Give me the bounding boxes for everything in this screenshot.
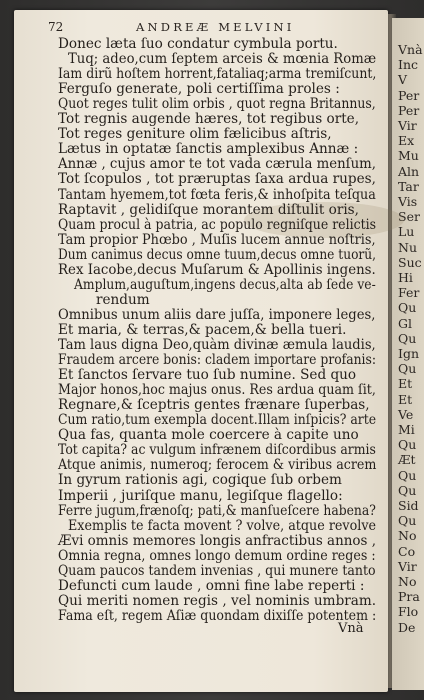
facing-line: Vir [398, 558, 417, 574]
text-line: Tuq; adeo,cum ſeptem arceis & mœnia Romæ [68, 51, 377, 68]
text-line: Et ſanctos ſervare tuo ſub numine. Sed quo [58, 367, 357, 384]
text-line: Tam laus digna Deo,quàm divinæ æmula laudis, [58, 337, 376, 353]
facing-line: Æt [398, 452, 416, 468]
facing-line: Pra [398, 589, 420, 605]
text-line: Et maria, & terras,& pacem,& bella tueri. [58, 321, 347, 338]
text-line: Imperii , juriſque manu, legiſque flagello: [58, 487, 343, 504]
facing-line: Qu [398, 482, 417, 498]
facing-line: Inc [398, 57, 418, 73]
text-line: Qui meriti nomen regis , vel nominis umbram. [58, 592, 377, 609]
text-line: Ferre jugum,frænoſq; pati,& manſueſcere habena? [58, 502, 376, 519]
facing-line: Et [398, 391, 413, 407]
text-line: Fraudem arcere bonis: cladem importare profanis: [58, 352, 376, 369]
text-line: Lætus in optatæ ſanctis amplexibus Annæ : [58, 141, 359, 158]
facing-line: Fer [398, 285, 420, 301]
facing-line: Qu [398, 330, 417, 346]
text-line: Omnibus unum aliis dare juſſa, imponere leges, [58, 306, 376, 323]
text-line: Quam procul à patria, ac populo regniſque relictis [58, 216, 376, 233]
facing-line: Vnà [398, 42, 423, 57]
text-line: Fama eſt, regem Aſiæ quondam dixiſſe potentem : [58, 607, 377, 624]
text-line: Major honos,hoc majus onus. Res ardua quam ſit, [58, 382, 376, 399]
facing-line: No [398, 574, 417, 589]
text-line: Regnare,& ſceptris gentes frænare ſuperbas, [58, 397, 370, 414]
facing-line: Sid [398, 498, 419, 513]
text-line: Dum canimus decus omne tuum,decus omne tuorũ, [58, 246, 377, 263]
text-line: Tot ſcopulos , tot præruptas ſaxa ardua rupes, [58, 171, 376, 188]
poem-text [58, 38, 388, 688]
text-line: Ævi omnis memores longis anfractibus annos , [58, 532, 376, 549]
facing-line: Co [398, 543, 416, 559]
text-line: Exemplis te facta movent ? volve, atque revolve [68, 517, 377, 534]
text-line: Annæ , cujus amor te tot vada cærula menſum, [58, 156, 376, 173]
text-line: Ferguſo generate, poli certiſſima proles : [58, 81, 340, 98]
facing-line: Qu [398, 467, 417, 483]
facing-line: De [398, 619, 416, 635]
facing-line: Mu [398, 148, 419, 164]
facing-line: Mi [398, 422, 415, 437]
text-line: Tot regnis augende hæres, tot regibus orte, [58, 111, 360, 128]
text-line: Cum ratio,tum exempla docent.Illam inſpicis? arte [58, 412, 377, 429]
text-line: Tam propior Phœbo , Muſis lucem annue noſtris, [58, 231, 376, 248]
text-line: rendum [96, 291, 150, 308]
facing-line: Ser [398, 209, 420, 225]
facing-line: Nu [398, 239, 417, 255]
facing-line: Gl [398, 315, 412, 331]
facing-line: Per [398, 102, 420, 118]
running-head: ANDREÆ MELVINI [136, 20, 295, 34]
text-line: In gyrum rationis agi, cogique ſub orbem [58, 472, 342, 489]
facing-line: Et [398, 376, 413, 392]
text-line: Omnia regna, omnes longo demum ordine reges : [58, 547, 376, 564]
text-line: Quot reges tulit olim orbis , quot regna Britannus, [58, 96, 376, 113]
text-line: Raptavit , gelidiſque morantem diſtulit oris, [58, 201, 359, 218]
facing-line: Ve [398, 406, 414, 422]
facing-line: Ex [398, 133, 415, 149]
facing-line: Tar [398, 178, 419, 194]
text-line: Iam dirũ hoſtem horrent,fataliaq;arma tremiſcunt, [58, 66, 377, 83]
text-line: Amplum,auguſtum,ingens decus,alta ab ſede ve- [74, 276, 376, 293]
text-line: Tantam hyemem,tot fœta feris,& inhoſpita teſqua [58, 186, 376, 203]
facing-line: No [398, 528, 417, 544]
facing-line: Qu [398, 437, 417, 453]
facing-line: Vis [398, 194, 418, 209]
facing-line: Suc [398, 254, 422, 270]
facing-line: V [398, 72, 408, 88]
facing-line: Qu [398, 361, 417, 377]
facing-line: Hi [398, 270, 413, 285]
text-line: Atque animis, numeroq; ferocem & viribus acrem [58, 457, 377, 474]
text-line: Quam paucos tandem invenias , qui munere tanto [58, 562, 376, 579]
text-line: Tot capita? ac vulgum infrænem diſcordibus armis [58, 442, 376, 459]
page-number: 72 [48, 20, 64, 34]
facing-line: Vir [398, 118, 417, 133]
facing-line: Qu [398, 300, 417, 316]
facing-page [392, 18, 424, 690]
facing-line: Ign [398, 346, 419, 361]
text-line: Defuncti cum laude , omni fine labe reperti : [58, 577, 365, 594]
text-line: Tot reges geniture olim fælicibus aſtris, [58, 126, 332, 143]
catchword: Vnà [338, 621, 364, 636]
text-line: Donec læta ſuo condatur cymbula portu. [58, 36, 338, 52]
text-line: Qua fas, quanta mole coercere à capite uno [58, 427, 359, 444]
facing-line: Flo [398, 604, 419, 620]
facing-line: Qu [398, 513, 417, 529]
facing-line: Per [398, 87, 420, 103]
page-header [48, 20, 378, 36]
text-line: Rex Iacobe,decus Muſarum & Apollinis ingens. [58, 261, 376, 278]
facing-line: Lu [398, 224, 415, 240]
facing-line: Aln [398, 163, 420, 179]
